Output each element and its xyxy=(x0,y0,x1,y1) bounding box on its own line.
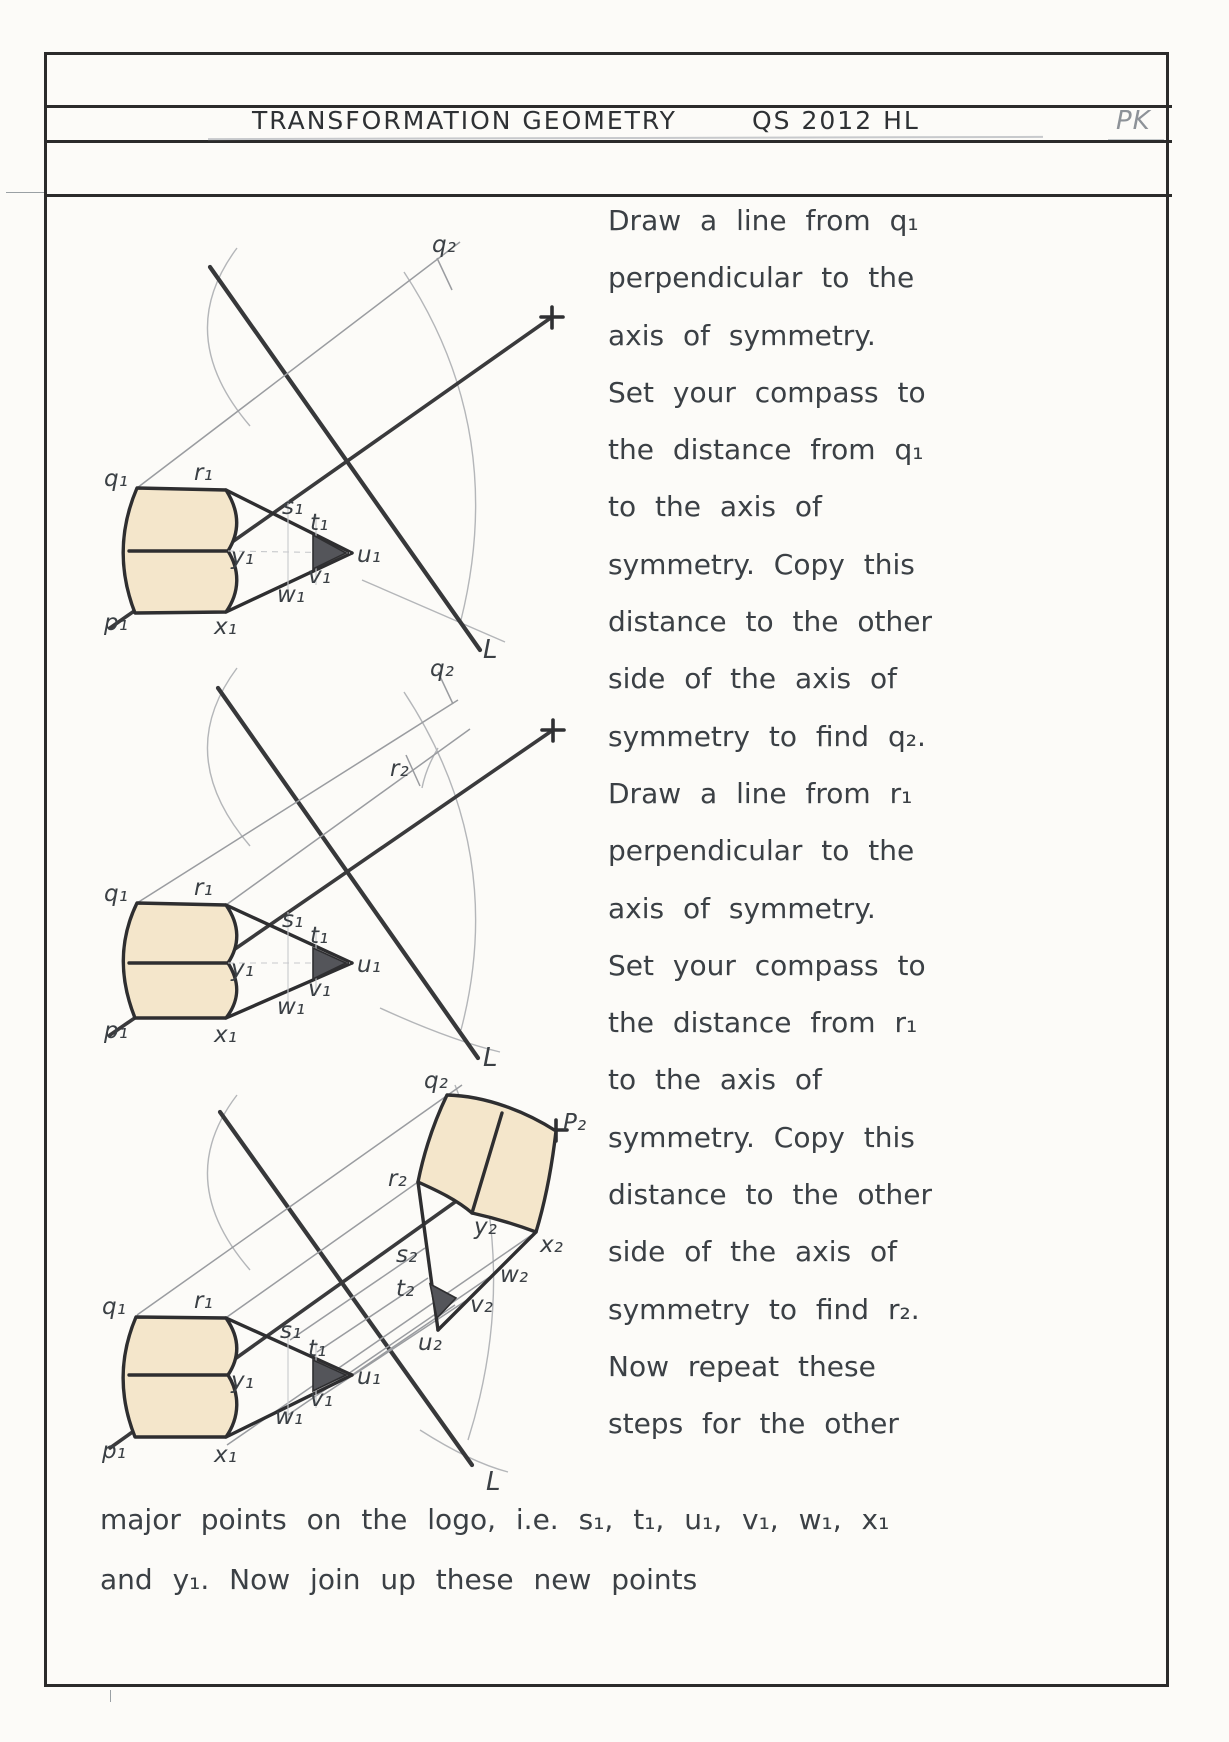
d1-label-w1: w₁ xyxy=(277,582,306,608)
note-line: Now repeat these xyxy=(608,1349,876,1383)
page-title: TRANSFORMATION GEOMETRY xyxy=(252,106,677,135)
d3-label-v2: v₂ xyxy=(470,1292,493,1318)
note-line: distance to the other xyxy=(608,1178,932,1212)
d1-label-u1: u₁ xyxy=(357,542,381,568)
d2-label-r2: r₂ xyxy=(390,756,409,782)
perpendicular-from-q1 xyxy=(137,242,460,488)
d1-label-axis-L: L xyxy=(483,635,498,665)
d3-label-x2: x₂ xyxy=(540,1232,563,1258)
note-line: the distance from q₁ xyxy=(608,433,924,467)
note-line: major points on the logo, i.e. s₁, t₁, u₁, v₁, w₁, x₁ xyxy=(100,1503,890,1536)
d1-label-p1: p₁ xyxy=(104,610,128,636)
note-line: symmetry. Copy this xyxy=(608,547,915,581)
d3-label-u2: u₂ xyxy=(418,1330,442,1356)
author-initials: PK xyxy=(1116,106,1151,136)
d1-label-r1: r₁ xyxy=(194,460,213,486)
d1-label-s1: s₁ xyxy=(282,494,304,520)
d3-label-q1: q₁ xyxy=(102,1294,126,1320)
d2-label-y1: y₁ xyxy=(231,956,254,982)
note-line: steps for the other xyxy=(608,1407,899,1441)
d2-label-q1: q₁ xyxy=(104,881,128,907)
d3-label-y1: y₁ xyxy=(231,1368,254,1394)
note-line: axis of symmetry. xyxy=(608,318,876,352)
pencil-logo-body xyxy=(123,903,237,1018)
axis-of-symmetry-line xyxy=(210,267,480,650)
d3-label-q2: q₂ xyxy=(424,1068,448,1094)
diagram-3-full-reflection xyxy=(101,1068,586,1497)
d1-label-t1: t₁ xyxy=(310,510,329,536)
note-line: to the axis of xyxy=(608,1063,822,1097)
d3-label-p2: P₂ xyxy=(563,1110,587,1136)
d3-label-p1: p₁ xyxy=(102,1438,126,1464)
guide-v1-v2 xyxy=(320,1298,470,1397)
d3-label-t2: t₂ xyxy=(396,1276,415,1302)
note-line: distance to the other xyxy=(608,605,932,639)
d2-label-u1: u₁ xyxy=(357,952,381,978)
d3-label-x1: x₁ xyxy=(214,1442,237,1468)
note-line: Draw a line from q₁ xyxy=(608,204,919,237)
diagram-2-reflect-r1 xyxy=(103,656,564,1073)
note-line: perpendicular to the xyxy=(608,834,915,868)
pencil-logo-body xyxy=(123,1317,237,1437)
d3-label-w1: w₁ xyxy=(275,1404,304,1430)
perpendicular-from-r1 xyxy=(226,729,470,905)
d3-label-r1: r₁ xyxy=(194,1288,213,1314)
d2-label-p1: p₁ xyxy=(104,1018,128,1044)
note-line: symmetry. Copy this xyxy=(608,1120,915,1154)
d3-label-y2: y₂ xyxy=(474,1214,497,1240)
d3-label-u1: u₁ xyxy=(357,1364,381,1390)
d2-label-w1: w₁ xyxy=(277,994,306,1020)
note-line: side of the axis of xyxy=(608,662,897,696)
note-line: perpendicular to the xyxy=(608,261,915,295)
d1-label-q1: q₁ xyxy=(104,466,128,492)
compass-arc xyxy=(404,692,476,1030)
d1-label-q2: q₂ xyxy=(432,232,456,258)
d1-label-x1: x₁ xyxy=(214,614,237,640)
d3-label-w2: w₂ xyxy=(500,1262,529,1288)
q2-tick-mark xyxy=(437,258,452,290)
d1-label-y1: y₁ xyxy=(231,544,254,570)
compass-arc xyxy=(404,272,476,620)
compass-arc xyxy=(362,580,505,642)
compass-arc xyxy=(207,668,250,846)
d2-label-q2: q₂ xyxy=(430,656,454,682)
d2-label-r1: r₁ xyxy=(194,875,213,901)
compass-arc xyxy=(380,1008,500,1052)
d2-label-t1: t₁ xyxy=(310,923,329,949)
note-line: side of the axis of xyxy=(608,1235,897,1269)
d3-label-t1: t₁ xyxy=(308,1336,327,1362)
note-line: symmetry to find q₂. xyxy=(608,719,926,753)
d3-label-v1: v₁ xyxy=(310,1386,333,1412)
d3-label-s2: s₂ xyxy=(396,1242,418,1268)
d3-label-axis-L: L xyxy=(486,1467,501,1497)
d2-label-s1: s₁ xyxy=(282,907,304,933)
d3-label-s1: s₁ xyxy=(280,1318,302,1344)
note-line: to the axis of xyxy=(608,490,822,524)
note-line: Draw a line from r₁ xyxy=(608,776,913,810)
d2-label-x1: x₁ xyxy=(214,1022,237,1048)
course-code: QS 2012 HL xyxy=(752,106,920,135)
note-line: Set your compass to xyxy=(608,375,926,409)
d2-label-axis-L: L xyxy=(483,1043,498,1073)
diagram-1-reflect-q1 xyxy=(103,232,563,665)
perpendicular-from-q1 xyxy=(137,700,458,903)
d2-label-v1: v₁ xyxy=(308,976,331,1002)
d3-label-r2: r₂ xyxy=(388,1166,407,1192)
note-line: the distance from r₁ xyxy=(608,1006,918,1040)
note-line: Set your compass to xyxy=(608,948,926,982)
note-line: axis of symmetry. xyxy=(608,891,876,925)
note-line: symmetry to find r₂. xyxy=(608,1292,920,1326)
d1-label-v1: v₁ xyxy=(308,563,331,589)
note-line: and y₁. Now join up these new points xyxy=(100,1563,698,1596)
